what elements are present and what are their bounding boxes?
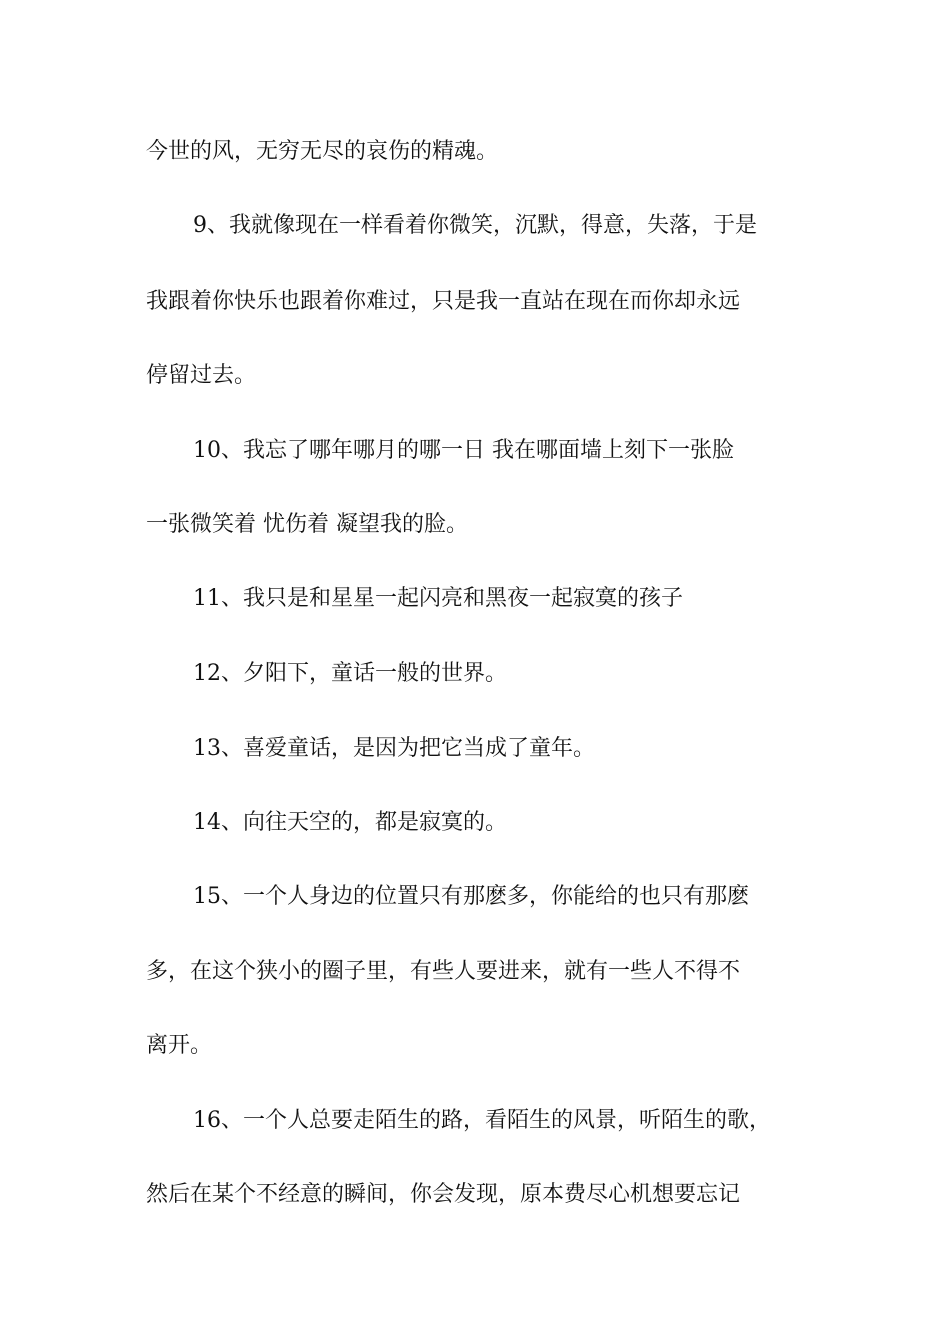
- text-line: 然后在某个不经意的瞬间，你会发现，原本费尽心机想要忘记: [146, 1182, 741, 1207]
- text-line: 15、一个人身边的位置只有那麽多，你能给的也只有那麽: [193, 884, 749, 909]
- text-line: 一张微笑着 忧伤着 凝望我的脸。: [146, 512, 468, 537]
- text-line: 今世的风，无穷无尽的哀伤的精魂。: [146, 139, 499, 164]
- text-line: 11、我只是和星星一起闪亮和黑夜一起寂寞的孩子: [193, 586, 683, 611]
- text-line: 16、一个人总要走陌生的路，看陌生的风景，听陌生的歌，: [193, 1108, 771, 1133]
- text-line: 9、我就像现在一样看着你微笑，沉默，得意，失落，于是: [193, 213, 757, 238]
- text-line: 12、夕阳下，童话一般的世界。: [193, 661, 507, 686]
- text-line: 13、喜爱童话，是因为把它当成了童年。: [193, 736, 595, 761]
- text-line: 我跟着你快乐也跟着你难过，只是我一直站在现在而你却永远: [146, 289, 741, 314]
- text-line: 10、我忘了哪年哪月的哪一日 我在哪面墙上刻下一张脸: [193, 438, 734, 463]
- text-line: 多，在这个狭小的圈子里，有些人要进来，就有一些人不得不: [146, 959, 741, 984]
- text-line: 14、向往天空的，都是寂寞的。: [193, 810, 507, 835]
- text-line: 离开。: [146, 1033, 213, 1058]
- text-line: 停留过去。: [146, 363, 257, 388]
